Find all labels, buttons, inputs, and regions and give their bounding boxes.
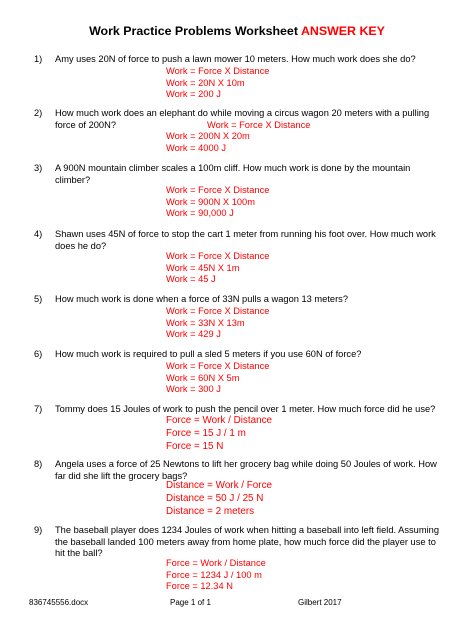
problem-9 — [34, 525, 446, 560]
answer-2-line-1 — [207, 120, 310, 132]
problem-number: 6) — [34, 349, 43, 359]
problem-6 — [34, 349, 446, 361]
footer-page-number: Page 1 of 1 — [170, 598, 211, 607]
problem-text-line-1: How much work does an elephant do while moving a circus wagon 20 meters with a pulling — [55, 108, 430, 118]
worksheet-title — [0, 24, 474, 38]
problem-number: 5) — [34, 294, 43, 304]
problem-number: 9) — [34, 525, 43, 535]
problem-text: Shawn uses 45N of force to stop the cart 1 meter from running his foot over. How much work does he do? — [55, 229, 436, 251]
answer-line: Work = Force X Distance — [166, 66, 270, 76]
footer-filename: 836745556.docx — [29, 598, 89, 607]
answer-line: Work = 90,000 J — [166, 208, 234, 219]
answer-line: Distance = 2 meters — [166, 505, 255, 517]
answer-1 — [166, 66, 269, 101]
answer-line: Force = 1234 J / 100 m — [166, 569, 262, 580]
problem-text: Angela uses a force of 25 Newtons to lift her grocery bag while doing 50 Joules of work. How far did she lift the grocery bags? — [55, 459, 437, 481]
answer-line: Work = 4000 J — [166, 142, 227, 153]
answer-line: Distance = Work / Force — [166, 480, 273, 491]
answer-line: Force = 12.34 N — [166, 581, 233, 592]
answer-line: Work = 33N X 13m — [166, 317, 245, 328]
problem-text: The baseball player does 1234 Joules of work when hitting a baseball into left field. Assuming the baseball landed 100 meters away from home plate, how much force did the player use to hit the ball? — [55, 525, 439, 559]
answer-7 — [166, 415, 272, 453]
problem-number: 3) — [34, 163, 43, 173]
problem-text: Amy uses 20N of force to push a lawn mower 10 meters. How much work does she do? — [55, 54, 416, 64]
problem-number: 1) — [34, 54, 43, 64]
answer-4 — [166, 251, 269, 286]
problem-text: A 900N mountain climber scales a 100m cliff. How much work is done by the mountain climber? — [55, 163, 411, 185]
title-answer-key: ANSWER KEY — [300, 24, 385, 38]
answer-line: Work = 20N X 10m — [166, 77, 245, 88]
answer-line: Work = 429 J — [166, 329, 221, 340]
problem-text-line-2: force of 200N? — [55, 119, 116, 130]
answer-6 — [166, 361, 269, 396]
answer-line: Force = 15 N — [166, 440, 224, 452]
answer-line: Work = Force X Distance — [166, 361, 270, 371]
problem-5 — [34, 294, 446, 306]
problem-text: How much work is done when a force of 33N pulls a wagon 13 meters? — [55, 294, 349, 304]
problem-8 — [34, 459, 446, 482]
problem-number: 8) — [34, 459, 43, 469]
answer-line: Distance = 50 J / 25 N — [166, 492, 264, 504]
answer-line: Work = Force X Distance — [166, 251, 270, 261]
answer-line: Force = 15 J / 1 m — [166, 427, 246, 439]
title-main: Work Practice Problems Worksheet — [89, 24, 298, 38]
answer-line: Work = 60N X 5m — [166, 372, 240, 383]
answer-8 — [166, 480, 272, 518]
problem-number: 4) — [34, 229, 43, 239]
answer-3 — [166, 185, 269, 220]
problem-3 — [34, 163, 446, 186]
answer-line: Work = 300 J — [166, 384, 221, 395]
answer-line: Work = 45 J — [166, 274, 216, 285]
problem-4 — [34, 229, 446, 252]
answer-line: Work = 200 J — [166, 89, 221, 100]
problem-number: 7) — [34, 404, 43, 414]
problem-7 — [34, 404, 446, 416]
footer-author: Gilbert 2017 — [298, 598, 342, 607]
answer-line: Work = 45N X 1m — [166, 262, 240, 273]
answer-5 — [166, 306, 269, 341]
answer-line: Work = Force X Distance — [166, 306, 270, 316]
answer-line: Work = Force X Distance — [166, 185, 270, 195]
answer-line: Work = 200N X 20m — [166, 131, 250, 141]
answer-2 — [166, 131, 250, 154]
answer-line: Work = 900N X 100m — [166, 196, 255, 207]
problem-1 — [34, 54, 446, 66]
problem-text: How much work is required to pull a sled 5 meters if you use 60N of force? — [55, 349, 362, 359]
problem-text: Tommy does 15 Joules of work to push the pencil over 1 meter. How much force did he use? — [55, 404, 436, 414]
problem-number: 2) — [34, 108, 43, 118]
answer-line: Force = Work / Distance — [166, 558, 266, 568]
answer-9 — [166, 558, 266, 593]
answer-line: Work = Force X Distance — [207, 120, 311, 130]
answer-line: Force = Work / Distance — [166, 415, 273, 426]
